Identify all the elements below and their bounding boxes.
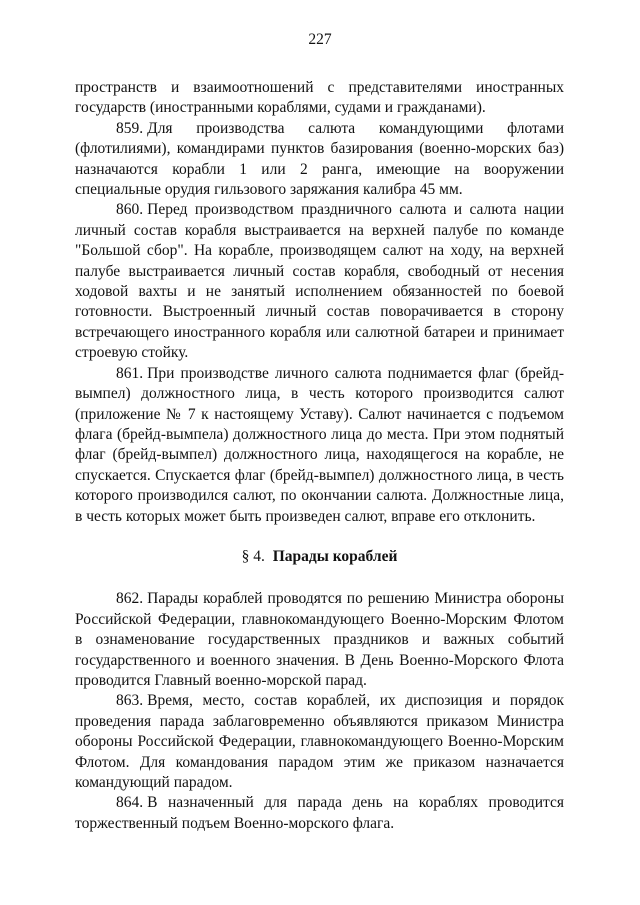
section-heading (75, 527, 564, 589)
section-sign: § 4. (241, 547, 265, 565)
paragraph-text: Парады кораблей проводятся по решению Министра обороны Российской Федерации, главнокомандующего Военно-Морским Флотом в ознаменование государственных праздников и важных событий государственного и военного значения. В День Военно-Морского Флота проводится Главный военно-морской парад. (75, 590, 564, 689)
paragraph-text: Перед производством праздничного салюта и салюта нации личный состав корабля выстраивается на верхней палубе по команде "Большой сбор". На корабле, производящем салют на ходу, на верхней палубе выстраивается личный состав корабля, свободный от несения ходовой вахты и не занятый исполнением обязанностей по боевой готовности. Выстроенный личный состав поворачивается в сторону встречающего иностранного корабля или салютной батареи и принимает строевую стойку. (75, 201, 564, 362)
paragraph-number: 862. (116, 590, 144, 608)
paragraph-text: Время, место, состав кораблей, их диспозиция и порядок проведения парада заблаговременно объявляются приказом Министра обороны Российской Федерации, главнокомандующего Военно-Морским Флотом. Для командования парадом этим же приказом назначается командующий парадом. (75, 692, 564, 791)
paragraph-text: При производстве личного салюта поднимается флаг (брейд-вымпел) должностного лица, в честь которого производится салют (приложение № 7 к настоящему Уставу). Салют начинается с подъемом флага (брейд-вымпела) должностного лица до места. При этом поднятый флаг (брейд-вымпел) должностного лица, находящегося на корабле, не спускается. Спускается флаг (брейд-вымпел) должностного лица, в честь которого производился салют, по окончании салюта. Должностные лица, в честь которых может быть произведен салют, вправе его отклонить. (75, 364, 564, 525)
paragraph-number: 860. (116, 201, 144, 219)
paragraph-text: В назначенный для парада день на кораблях проводится торжественный подъем Военно-морского флага. (75, 794, 564, 832)
paragraph-861 (75, 364, 564, 527)
section-title: Парады кораблей (272, 547, 398, 565)
paragraph-860 (75, 200, 564, 363)
paragraph-text: Для производства салюта командующими флотами (флотилиями), командирами пунктов базирования (военно-морских баз) назначаются корабли 1 или 2 ранга, имеющие на вооружении специальные орудия гильзового заряжания калибра 45 мм. (75, 119, 564, 199)
paragraph-number: 859. (116, 119, 144, 137)
paragraph-number: 864. (116, 794, 144, 812)
paragraph-863 (75, 691, 564, 793)
paragraph-number: 863. (116, 692, 144, 710)
paragraph-continuation: пространств и взаимоотношений с представителями иностранных государств (иностранными кораблями, судами и гражданами). (75, 79, 564, 117)
paragraph-859 (75, 119, 564, 201)
document-body (75, 78, 564, 834)
paragraph-862 (75, 589, 564, 691)
paragraph-864 (75, 793, 564, 834)
page-number: 227 (308, 31, 332, 48)
paragraph-number: 861. (116, 364, 144, 382)
